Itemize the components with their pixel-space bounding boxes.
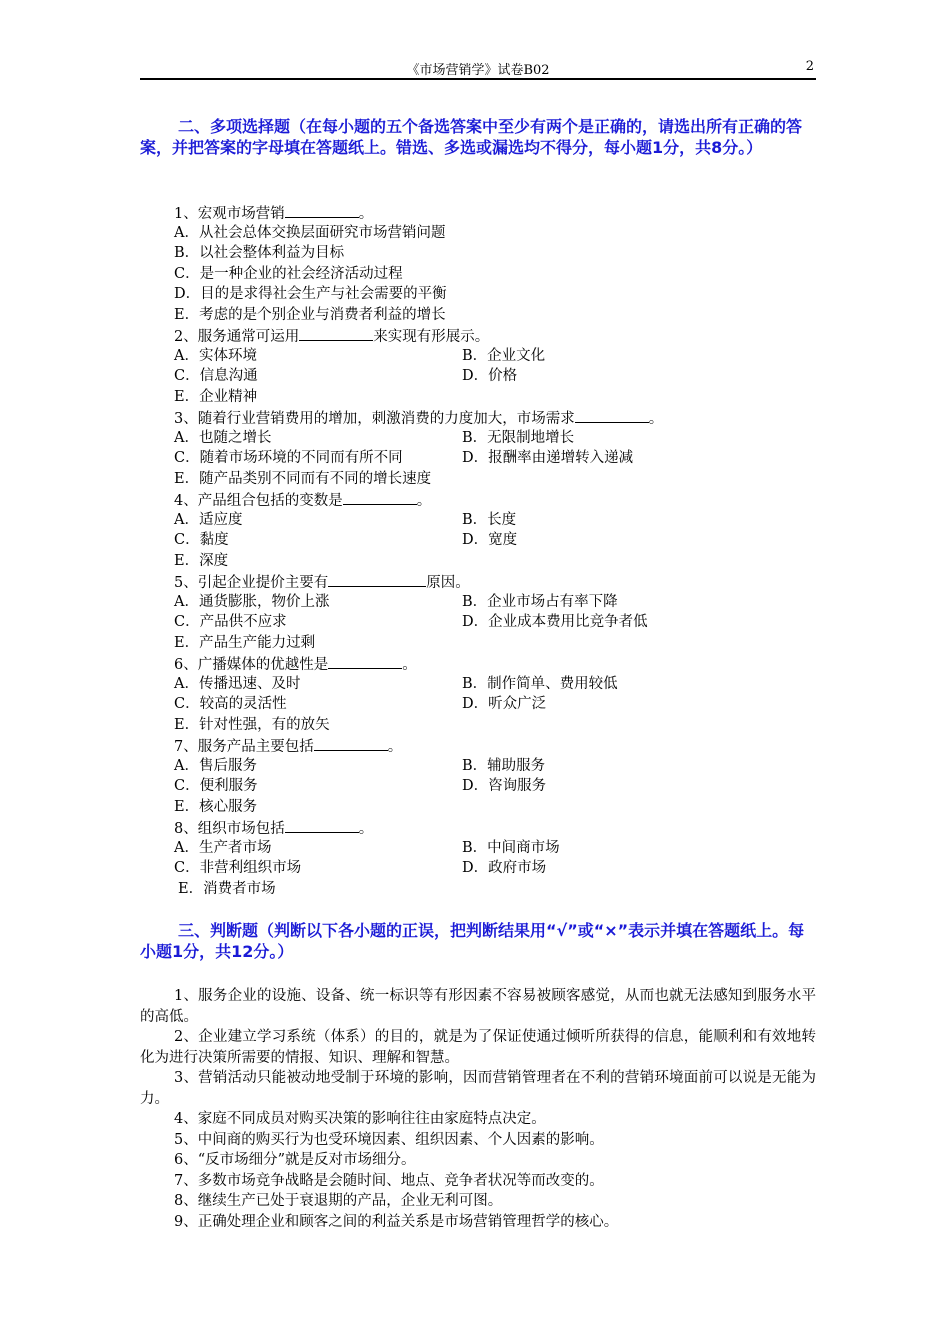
judgment-item-5: 5、中间商的购买行为也受环境因素、组织因素、个人因素的影响。: [174, 1131, 604, 1148]
question-6-stem: 6、广播媒体的优越性是 。: [140, 653, 816, 674]
question-5-stem: 5、引起企业提价主要有 原因。: [140, 571, 816, 592]
section2-questions: [140, 202, 816, 899]
option-8e: E．消费者市场: [178, 880, 276, 897]
judgment-item-1: 1、服务企业的设施、设备、统一标识等有形因素不容易被顾客感觉，从而也就无法感知到服务水平的高低。: [140, 988, 816, 1025]
option-1a: A．从社会总体交换层面研究市场营销问题: [174, 224, 446, 241]
option-4c: C．黏度: [174, 532, 229, 548]
option-4a: A．适应度: [174, 511, 243, 528]
option-8b: B．中间商市场: [462, 839, 560, 856]
option-6d: D．听众广泛: [462, 696, 547, 712]
page-header: [140, 58, 816, 80]
option-7c: C．便利服务: [174, 778, 258, 794]
judgment-item-6: 6、“反市场细分”就是反对市场细分。: [174, 1152, 416, 1168]
question-1-stem: 1、宏观市场营销 。: [140, 202, 816, 223]
option-5a: A．通货膨胀，物价上涨: [174, 593, 330, 610]
judgment-item-4: 4、家庭不同成员对购买决策的影响往往由家庭特点决定。: [174, 1111, 546, 1127]
option-1d: D．目的是求得社会生产与社会需要的平衡: [174, 286, 447, 302]
option-5c: C．产品供不应求: [174, 614, 287, 630]
page-number: 2: [805, 59, 814, 74]
judgment-item-2: 2、企业建立学习系统（体系）的目的，就是为了保证使通过倾听所获得的信息，能顺利和有效地转化为进行决策所需要的情报、知识、理解和智慧。: [140, 1029, 816, 1066]
section3-items: [140, 986, 816, 1232]
option-4d: D．宽度: [462, 532, 518, 548]
option-3b: B．无限制地增长: [462, 429, 575, 446]
option-5d: D．企业成本费用比竞争者低: [462, 614, 648, 630]
option-1b: B．以社会整体利益为目标: [174, 245, 345, 261]
option-8d: D．政府市场: [462, 860, 547, 876]
option-2a: A．实体环境: [174, 347, 257, 364]
option-6e: E．针对性强，有的放矢: [174, 716, 330, 733]
option-3c: C．随着市场环境的不同而有所不同: [174, 450, 403, 466]
option-7b: B．辅助服务: [462, 757, 546, 774]
judgment-item-9: 9、正确处理企业和顾客之间的利益关系是市场营销管理哲学的核心。: [174, 1213, 619, 1230]
section2-title: 二、多项选择题（在每小题的五个备选答案中至少有两个是正确的，请选出所有正确的答案，并把答案的字母填在答题纸上。错选、多选或漏选均不得分，每小题1分，共8分。）: [140, 117, 803, 157]
option-8c: C．非营利组织市场: [174, 860, 302, 876]
option-3e: E．随产品类别不同而有不同的增长速度: [174, 470, 432, 487]
option-2d: D．价格: [462, 368, 518, 384]
option-2e: E．企业精神: [174, 388, 258, 405]
question-3-stem: 3、随着行业营销费用的增加，刺激消费的力度加大，市场需求 。: [140, 407, 816, 428]
option-1c: C．是一种企业的社会经济活动过程: [174, 265, 403, 282]
judgment-item-8: 8、继续生产已处于衰退期的产品，企业无利可图。: [174, 1193, 503, 1209]
question-8-stem: 8、组织市场包括 。: [140, 817, 816, 838]
section3-title: 三、判断题（判断以下各小题的正误，把判断结果用“√”或“×”表示并填在答题纸上。每小题1分，共12分。）: [140, 921, 805, 961]
option-3a: A．也随之增长: [174, 429, 272, 446]
judgment-item-7: 7、多数市场竞争战略是会随时间、地点、竞争者状况等而改变的。: [174, 1172, 604, 1189]
question-7-stem: 7、服务产品主要包括 。: [140, 735, 816, 756]
option-6a: A．传播迅速、及时: [174, 675, 301, 692]
question-4-stem: 4、产品组合包括的变数是 。: [140, 489, 816, 510]
option-4b: B．长度: [462, 511, 517, 528]
option-5e: E．产品生产能力过剩: [174, 634, 316, 651]
option-6b: B．制作简单、费用较低: [462, 675, 618, 692]
question-2-stem: 2、服务通常可运用 来实现有形展示。: [140, 325, 816, 346]
option-7d: D．咨询服务: [462, 778, 547, 794]
option-2c: C．信息沟通: [174, 368, 258, 384]
option-2b: B．企业文化: [462, 347, 546, 364]
judgment-item-3: 3、营销活动只能被动地受制于环境的影响，因而营销管理者在不利的营销环境面前可以说是无能为力。: [140, 1070, 816, 1107]
option-8a: A．生产者市场: [174, 839, 272, 856]
option-6c: C．较高的灵活性: [174, 696, 287, 712]
option-1e: E．考虑的是个别企业与消费者利益的增长: [174, 306, 446, 323]
option-5b: B．企业市场占有率下降: [462, 593, 618, 610]
option-4e: E．深度: [174, 552, 229, 569]
option-7a: A．售后服务: [174, 757, 257, 774]
exam-title: 《市场营销学》试卷B02: [406, 63, 550, 78]
option-7e: E．核心服务: [174, 798, 258, 815]
option-3d: D．报酬率由递增转入递减: [462, 450, 634, 466]
